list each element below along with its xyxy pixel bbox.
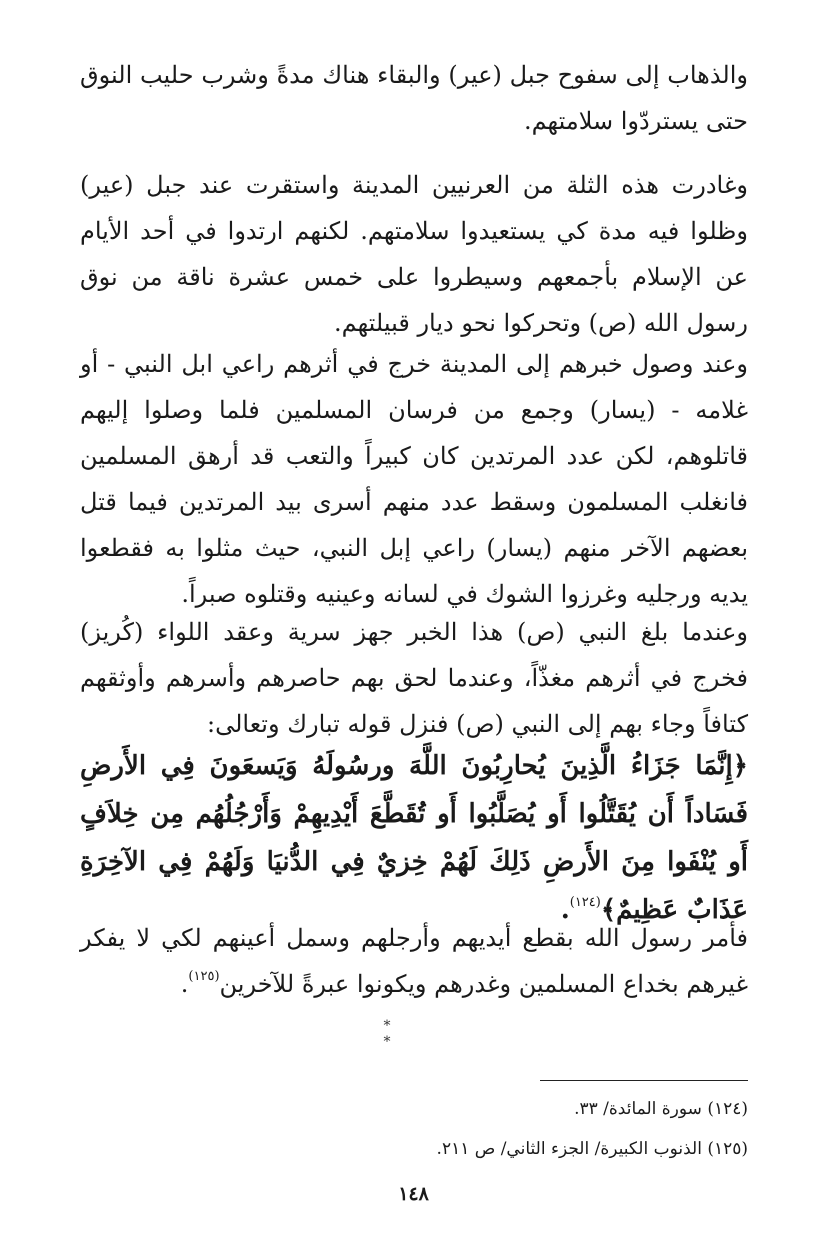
paragraph-5-footnote-ref: (١٢٥) (188, 969, 220, 984)
paragraph-4: وعندما بلغ النبي (ص) هذا الخبر جهز سرية وعقد اللواء (كُريز) فخرج في أثرهم مغذّاً، وعندما لحق بهم حاصرهم وأسرهم وأوثقهم كتافاً وجاء بهم إلى النبي (ص) فنزل قوله تبارك وتعالى: (80, 618, 748, 738)
page-number: ١٤٨ (398, 1183, 429, 1205)
verse-text: ﴿إِنَّمَا جَزَاءُ الَّذِينَ يُحارِبُونَ اللَّهَ ورسُولَهُ وَيَسعَونَ فِي الأَرضِ فَسَاداً أَن يُقَتَّلُوا أَو يُصَلَّبُوا أَو تُقَطَّعَ أَيْدِيهِمْ وَأَرْجُلُهُم مِن خِلاَفٍ أَو يُنْفَوا مِنَ الأَرضِ ذَلِكَ لَهُمْ خِزيٌ فِي الدُّنيَا وَلَهُمْ فِي الآخِرَةِ عَذَابٌ عَظِيمٌ﴾ (80, 751, 748, 925)
verse-footnote-ref: (١٢٤) (569, 895, 601, 910)
paragraph-5: فأمر رسول الله بقطع أيديهم وأرجلهم وسمل أعينهم لكي لا يفكر غيرهم بخداع المسلمين وغدرهم ويكونوا عبرةً للآخرين$^{(١٢٥)}$. (80, 924, 748, 998)
quran-verse: ﴿إِنَّمَا جَزَاءُ الَّذِينَ يُحارِبُونَ اللَّهَ ورسُولَهُ وَيَسعَونَ فِي الأَرضِ فَسَاداً أَن يُقَتَّلُوا أَو يُصَلَّبُوا أَو تُقَطَّعَ أَيْدِيهِمْ وَأَرْجُلُهُم مِن خِلاَفٍ أَو يُنْفَوا مِنَ الأَرضِ ذَلِكَ لَهُمْ خِزيٌ فِي الدُّنيَا وَلَهُمْ فِي الآخِرَةِ عَذَابٌ عَظِيمٌ﴾$^{(١٢٤)}$. (80, 751, 748, 925)
paragraph-3: وعند وصول خبرهم إلى المدينة خرج في أثرهم راعي ابل النبي - أو غلامه - (يسار) وجمع من فرسان المسلمين فلما وصلوا إليهم قاتلوهم، لكن عدد المرتدين كان كبيراً والتعب قد أرهق المسلمين فانغلب المسلمون وسقط عدد منهم أسرى بيد المرتدين فيما قتل بعضهم الآخر منهم (يسار) راعي إبل النبي، حيث مثلوا به فقطعوا يديه ورجليه وغرزوا الشوك في لسانه وعينيه وقتلوه صبراً. (80, 350, 748, 608)
footnote-divider (540, 1080, 748, 1081)
paragraph-1: والذهاب إلى سفوح جبل (عير) والبقاء هناك مدةً وشرب حليب النوق حتى يستردّوا سلامتهم. (80, 61, 748, 135)
footnote-124: (١٢٤) سورة المائدة/ ٣٣. (574, 1099, 748, 1119)
section-separator: * * (383, 1018, 417, 1050)
paragraph-5-text: فأمر رسول الله بقطع أيديهم وأرجلهم وسمل أعينهم لكي لا يفكر غيرهم بخداع المسلمين وغدرهم ويكونوا عبرةً للآخرين (80, 924, 748, 998)
footnote-125: (١٢٥) الذنوب الكبيرة/ الجزء الثاني/ ص ٢١١. (436, 1139, 748, 1159)
paragraph-2: وغادرت هذه الثلة من العرنيين المدينة واستقرت عند جبل (عير) وظلوا فيه مدة كي يستعيدوا سلامتهم. لكنهم ارتدوا في أحد الأيام عن الإسلام بأجمعهم وسيطروا على خمس عشرة ناقة من نوق رسول الله (ص) وتحركوا نحو ديار قبيلتهم. (80, 171, 748, 337)
